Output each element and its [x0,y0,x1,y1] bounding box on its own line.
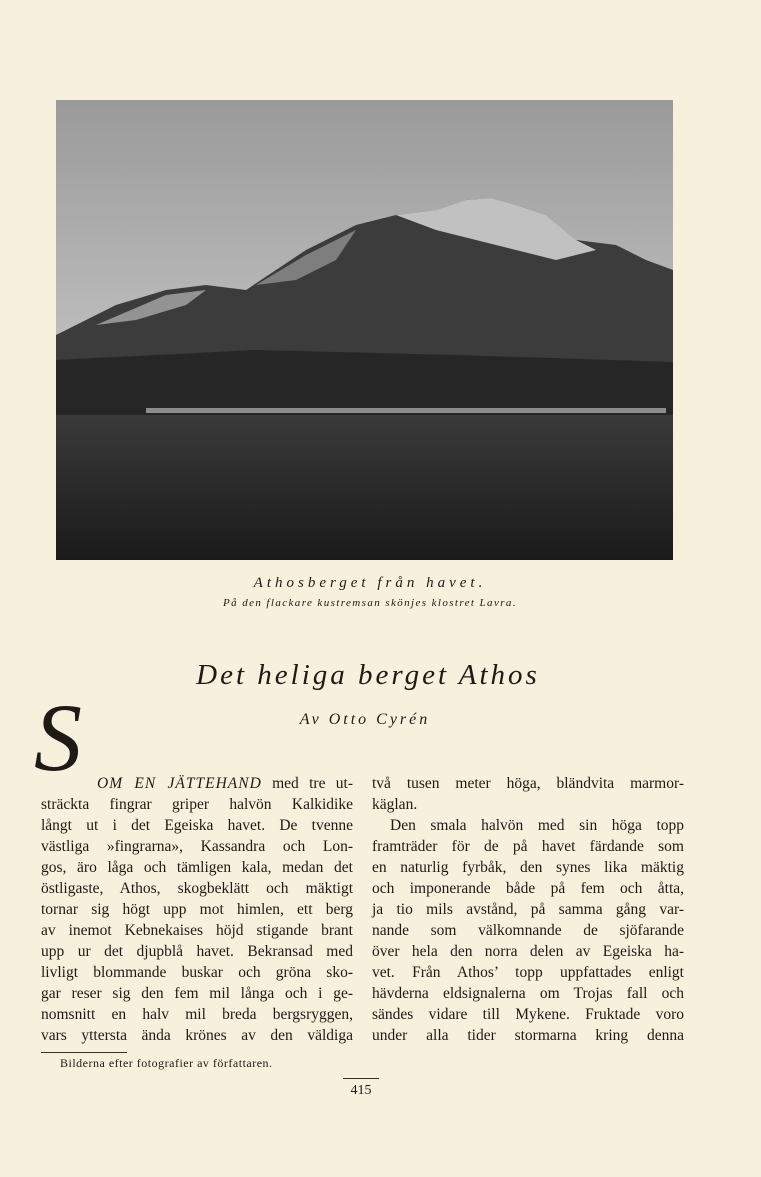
text-line: sändes vidare till Mykene. Fruktade voro [372,1006,684,1023]
text-line: och imponerande både på fem och åtta, [372,880,684,897]
text-line: tornar sig högt upp mot himlen, ett berg [41,901,353,918]
lead-smallcaps: OM EN JÄTTEHAND [97,775,262,792]
drop-cap: S [34,684,82,791]
page-number-divider [343,1078,379,1079]
text-line: upp ur det djupblå havet. Bekransad med [41,943,353,960]
text-line: över hela den norra delen av Egeiska ha- [372,943,684,960]
photo-caption-subtitle: På den flackare kustremsan skönjes klostret Lavra. [223,597,517,609]
text-line: långt ut i det Egeiska havet. De tvenne [41,817,353,834]
text-line: hävderna eldsignalerna om Trojas fall och [372,985,684,1002]
text-line: nomsnitt en halv mil breda bergsryggen, [41,1006,353,1023]
article-title: Det heliga berget Athos [196,659,540,691]
text-line: av inemot Kebnekaises höjd stigande brant [41,922,353,939]
text-line: östligaste, Athos, skogbeklätt och mäktigt [41,880,353,897]
footnote: Bilderna efter fotografier av författaren. [60,1056,273,1070]
text-line: nande som välkomnande de sjöfarande [372,922,684,939]
text-line: ja tio mils avstånd, på samma gång var- [372,901,684,918]
text-line: gos, äro låga och tämligen kala, medan det [41,859,353,876]
page-number: 415 [350,1083,372,1098]
photo-mount-athos [56,100,673,560]
text-column-left [41,773,353,1046]
article-byline: Av Otto Cyrén [299,711,431,728]
text-line: västliga »fingrarna», Kassandra och Lon- [41,838,353,855]
text-line: käglan. [372,796,418,813]
text-line: vet. Från Athos’ topp uppfattades enligt [372,964,684,981]
text-line: framträder för de på havet färdande som [372,838,684,855]
text-line: vars yttersta ända krönes av den väldiga [41,1027,353,1044]
text-line [97,773,353,794]
photo-caption-title: Athosberget från havet. [253,575,487,591]
text-line-rest: med tre ut- [261,775,353,792]
footnote-divider [41,1052,127,1053]
text-column-right [372,773,684,1046]
text-line: Den smala halvön med sin höga topp [390,817,684,834]
text-line: under alla tider stormarna kring denna [372,1027,684,1044]
text-line: sträckta fingrar griper halvön Kalkidike [41,796,353,813]
text-line: två tusen meter höga, bländvita marmor- [372,775,684,792]
text-line: livligt blommande buskar och gröna sko- [41,964,353,981]
text-line: en naturlig fyrbåk, den synes lika mäktig [372,859,684,876]
text-line: gar reser sig den fem mil långa och i ge- [41,985,353,1002]
